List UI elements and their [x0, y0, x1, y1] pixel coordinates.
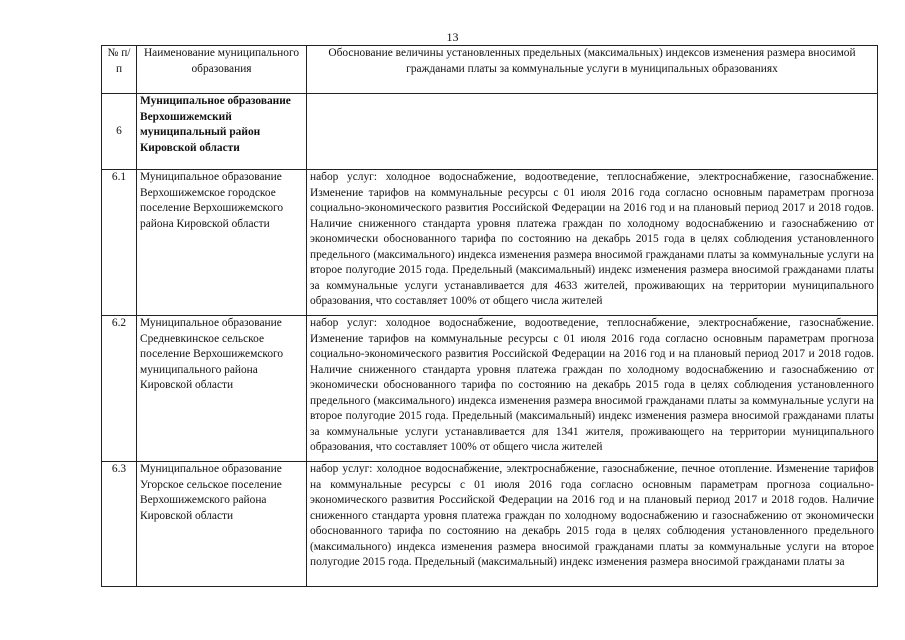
table-row: [102, 94, 878, 170]
table-row: [102, 316, 878, 462]
row-number: 6: [102, 94, 137, 170]
page-number: 13: [446, 30, 459, 44]
row-number: 6.3: [102, 462, 137, 587]
row-number: 6.1: [102, 170, 137, 316]
header-municipality: Наименование муниципального образования: [137, 46, 307, 94]
tariff-justification-table: [101, 45, 878, 587]
justification-text: [307, 94, 878, 170]
justification-text: набор услуг: холодное водоснабжение, водоотведение, теплоснабжение, электроснабжение, газоснабжение. Изменение тарифов на коммунальные ресурсы с 01 июля 2016 года согласно основным параметрам прогноза социально-экономического развития Российской Федерации на 2016 год и на плановый период 2017 и 2018 годов. Наличие сниженного стандарта уровня платежа граждан по холодному водоснабжению и газоснабжению от экономически обоснованного тарифа по состоянию на декабрь 2015 года в целях соблюдения установленного предельного (максимального) индекса изменения размера вносимой гражданами платы за коммунальные услуги на второе полугодие 2015 года. Предельный (максимальный) индекс изменения размера вносимой гражданами платы за коммунальные услуги устанавливается для 4633 жителей, проживающих на территории муниципального образования, что составляет 100% от общего числа жителей: [307, 170, 878, 316]
justification-text: набор услуг: холодное водоснабжение, электроснабжение, газоснабжение, печное отопление. Изменение тарифов на коммунальные ресурсы с 01 июля 2016 года согласно основным параметрам прогноза социально-экономического развития Российской Федерации на 2016 год и на плановый период 2017 и 2018 годов. Наличие сниженного стандарта уровня платежа граждан по холодному водоснабжению и газоснабжению от экономически обоснованного тарифа по состоянию на декабрь 2015 года в целях соблюдения установленного предельного (максимального) индекса изменения размера вносимой гражданами платы за коммунальные услуги на второе полугодие 2015 года. Предельный (максимальный) индекс изменения размера вносимой гражданами платы за: [307, 462, 878, 587]
municipality-name: Муниципальное образование Верхошижемское городское поселение Верхошижемского района Кировской области: [137, 170, 307, 316]
table-row: [102, 170, 878, 316]
header-justification: Обоснование величины установленных предельных (максимальных) индексов изменения размера вносимой гражданами платы за коммунальные услуги в муниципальных образованиях: [307, 46, 878, 94]
row-number: 6.2: [102, 316, 137, 462]
municipality-name: Муниципальное образование Верхошижемский муниципальный район Кировской области: [137, 94, 307, 170]
header-number: № п/п: [102, 46, 137, 94]
table-header-row: [102, 46, 878, 94]
municipality-name: Муниципальное образование Угорское сельское поселение Верхошижемского района Кировской области: [137, 462, 307, 587]
justification-text: набор услуг: холодное водоснабжение, водоотведение, теплоснабжение, электроснабжение, газоснабжение. Изменение тарифов на коммунальные ресурсы с 01 июля 2016 года согласно основным параметрам прогноза социально-экономического развития Российской Федерации на 2016 год и на плановый период 2017 и 2018 годов. Наличие сниженного стандарта уровня платежа граждан по холодному водоснабжению и газоснабжению от экономически обоснованного тарифа по состоянию на декабрь 2015 года в целях соблюдения установленного предельного (максимального) индекса изменения размера вносимой гражданами платы за коммунальные услуги на второе полугодие 2015 года. Предельный (максимальный) индекс изменения размера вносимой гражданами платы за коммунальные услуги устанавливается для 1341 жителя, проживающего на территории муниципального образования, что составляет 100% от общего числа жителей: [307, 316, 878, 462]
table-row: [102, 462, 878, 587]
municipality-name: Муниципальное образование Средневкинское сельское поселение Верхошижемского муниципального района Кировской области: [137, 316, 307, 462]
